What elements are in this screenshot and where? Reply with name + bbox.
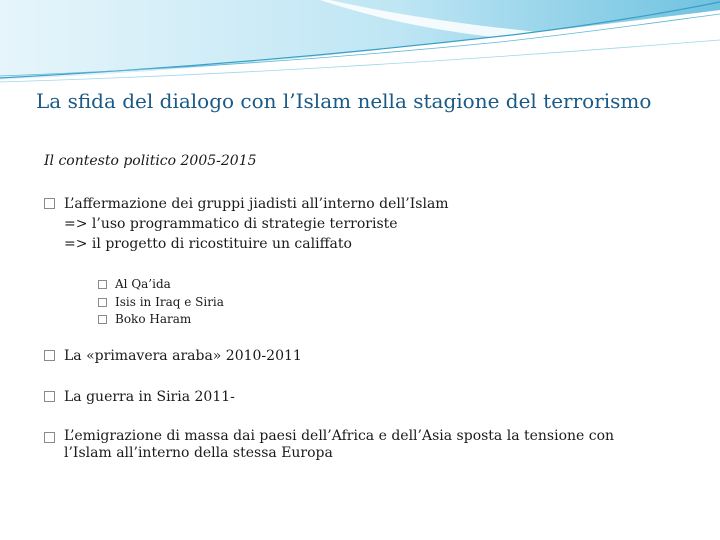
- bullet-line: La guerra in Siria 2011-: [64, 389, 235, 405]
- sub-bullet-item: [98, 276, 224, 294]
- square-bullet-icon: [44, 432, 55, 443]
- sub-bullet-label: Boko Haram: [115, 312, 192, 326]
- bullet-item-arab-spring: [44, 346, 302, 366]
- slide-title: La sfida del dialogo con l’Islam nella stagione del terrorismo: [36, 89, 652, 113]
- bullet-line: L’affermazione dei gruppi jiadisti all’interno dell’Islam: [64, 196, 449, 212]
- bullet-item-mass-emigration: [44, 428, 614, 462]
- slide-subtitle: Il contesto politico 2005-2015: [44, 153, 257, 169]
- bullet-line: l’Islam all’interno della stessa Europa: [64, 445, 333, 461]
- bullet-item-syria-war: [44, 387, 235, 407]
- square-bullet-icon: [98, 280, 107, 289]
- square-bullet-icon: [44, 350, 55, 361]
- bullet-line: => l’uso programmatico di strategie terroriste: [64, 216, 398, 232]
- sub-bullet-label: Al Qa’ida: [115, 277, 171, 291]
- bullet-line: => il progetto di ricostituire un califfato: [64, 236, 352, 252]
- square-bullet-icon: [98, 298, 107, 307]
- bullet-line: La «primavera araba» 2010-2011: [64, 348, 302, 364]
- square-bullet-icon: [44, 391, 55, 402]
- sub-bullet-label: Isis in Iraq e Siria: [115, 294, 224, 309]
- square-bullet-icon: [98, 315, 107, 324]
- sub-bullet-item: [98, 294, 224, 312]
- sub-bullet-item: [98, 311, 224, 329]
- sub-bullet-list: [98, 276, 224, 329]
- header-wave-decoration: [0, 0, 720, 90]
- bullet-line: L’emigrazione di massa dai paesi dell’Africa e dell’Asia sposta la tensione con: [64, 428, 615, 444]
- square-bullet-icon: [44, 198, 55, 209]
- bullet-item-jihadist-groups: [44, 194, 449, 254]
